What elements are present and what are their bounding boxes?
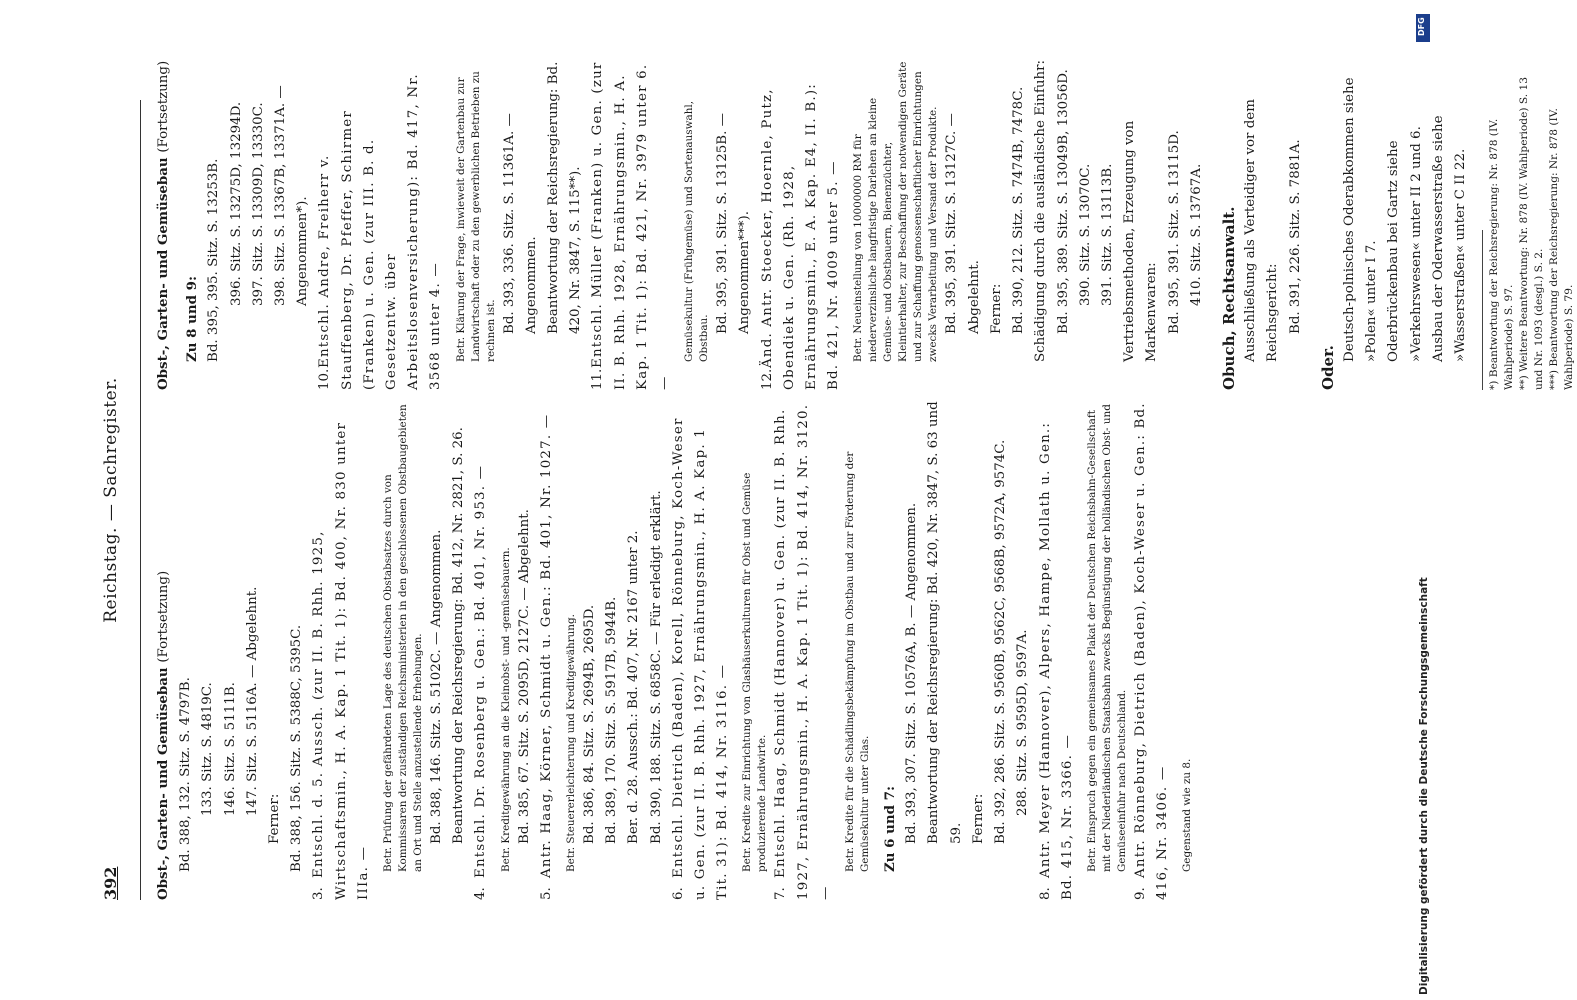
reference-line: 133. Sitz. S. 4819C. xyxy=(200,682,216,816)
entry-number: 10. xyxy=(317,368,333,390)
entry-text: Antr. Meyer (Hannover), Alpers, Hampe, Mollath u. Gen.: Bd. 415, Nr. 3366. — xyxy=(1037,421,1075,900)
reference-line: Beantwortung der Reichsregierung: Bd. 420, Nr. 3847, S. 63 und 59. xyxy=(926,401,964,844)
entry-subject-note: Betr. Steuererleichterung und Kreditgewährung. xyxy=(565,614,578,872)
numbered-entry xyxy=(1035,400,1079,900)
entry-number: 9. xyxy=(1132,887,1148,900)
reference-line: Ausschließung als Verteidiger vor dem Reichsgericht: xyxy=(1243,99,1281,362)
entry-number: 4. xyxy=(473,887,489,900)
reference-line: 146. Sitz. S. 5111B. xyxy=(222,682,238,816)
numbered-entry xyxy=(668,400,735,900)
reference-line: Bd. 393, 336. Sitz. S. 11361A. — Angenommen. xyxy=(501,113,539,334)
numbered-entry xyxy=(314,60,447,390)
reference-line: Bd. 395, 391. Sitz. S. 13125B. — Angenommen***). xyxy=(715,112,753,334)
reference-line: Bd. 388, 146. Sitz. S. 5102C. — Angenommen. xyxy=(429,529,445,844)
entry-subject-note: Betr. Prüfung der gefährdeten Lage des deutschen Obstabsatzes durch von Kommissaren der zuständigen Reichsministerien in den geschlossenen Obstbaugebieten an Ort und Stelle anzustellende Erhebungen. xyxy=(382,404,425,872)
entry-text: Antr. Haag, Körner, Schmidt u. Gen.: Bd. 401, Nr. 1027. — xyxy=(538,413,554,878)
entry-number: 3. xyxy=(311,887,327,900)
reference-line: Vertriebsmethoden, Erzeugung von Markenwaren: xyxy=(1122,120,1160,362)
running-title: Reichstag. — Sachregister. xyxy=(101,377,121,623)
numbered-entry xyxy=(536,400,558,900)
dfg-logo xyxy=(1416,14,1430,42)
entry-text: Entschl. Dietrich (Baden), Korell, Rönneburg, Koch-Weser u. Gen. (zur II. B. Rhh. 1927, Ernährungsmin., H. A. Kap. 1 Tit. 31): Bd. 414, Nr. 3116. — xyxy=(670,417,731,900)
footnote: *) Beantwortung der Reichsregierung: Nr. 878 (IV. Wahlperiode) S. 97. xyxy=(1488,118,1516,390)
heading-continuation: (Fortsetzung) xyxy=(156,60,171,153)
reference-line: 397. Sitz. S. 13309D, 13330C. xyxy=(250,102,266,306)
page-number: 392 xyxy=(101,866,120,900)
entry-subject-note: Betr. Einspruch gegen ein gemeinsames Plakat der Deutschen Reichsbahn-Gesellschaft mit der Niederländischen Staatsbahn zwecks Begünstigung der holländischen Obst- und Gemüseeinfuhr nach Deutschland. xyxy=(1085,404,1128,872)
entry-text: Antr. Rönneburg, Dietrich (Baden), Koch-Weser u. Gen.: Bd. 416, Nr. 3406. — xyxy=(1132,402,1171,900)
reference-line: Ausbau der Oderwasserstraße siehe »Wasserstraßen« unter C II 22. xyxy=(1430,115,1468,362)
left-column xyxy=(152,400,1252,900)
numbered-entry xyxy=(757,60,846,390)
entry-number: 12. xyxy=(759,368,775,390)
numbered-entry xyxy=(308,400,375,900)
numbered-entry xyxy=(770,400,837,900)
header-rule xyxy=(140,100,141,900)
entry-text: Entschl. Andre, Freiherr v. Stauffenberg, Dr. Pfeffer, Schirmer (Franken) u. Gen. (zur III. B. d. Gesetzentw. über Arbeitslosenversicherung): Bd. 417, Nr. 3568 unter 4. — xyxy=(317,73,444,390)
entry-text: Änd. Antr. Stoecker, Hoernle, Putz, Obendiek u. Gen. (Rh. 1928, Ernährungsmin., E. A. Kap. E4, II. B.): Bd. 421, Nr. 4009 unter 5. — xyxy=(759,83,842,390)
reference-line: 147. Sitz. S. 5116A. — Abgelehnt. xyxy=(244,586,260,816)
reference-line: Bd. 395, 391. Sitz. S. 13115D. xyxy=(1166,130,1182,334)
entry-number: 11. xyxy=(590,368,606,390)
group-subheading: Zu 8 und 9: xyxy=(184,276,201,362)
section-heading xyxy=(152,60,175,390)
reference-line: Bd. 388, 132. Sitz. S. 4797B. xyxy=(178,677,194,872)
reference-line: Bd. 392, 286. Sitz. S. 9560B, 9562C, 9568B, 9572A, 9574C. xyxy=(993,439,1009,844)
reference-line: 390. Sitz. S. 13070C. xyxy=(1077,163,1093,306)
reference-line: Ber. d. 28. Aussch.: Bd. 407, Nr. 2167 unter 2. xyxy=(626,530,642,844)
entry-text: Entschl. Dr. Rosenberg u. Gen.: Bd. 401, Nr. 953. — xyxy=(473,464,489,878)
entry-number: 5. xyxy=(538,887,554,900)
heading-title: Obst-, Garten- und Gemüsebau xyxy=(155,157,171,390)
entry-subject-note: Betr. Kredite zur Einrichtung von Glashäuserkulturen für Obst und Gemüse produzierende Landwirte. xyxy=(741,472,769,872)
footnote-rule xyxy=(1482,230,1483,390)
entry-number: 7. xyxy=(773,887,789,900)
reference-line: 396. Sitz. S. 13275D, 13294D. xyxy=(228,101,244,306)
reference-line: Ferner: xyxy=(970,793,986,844)
reference-line: Bd. 385, 67. Sitz. S. 2095D, 2127C. — Abgelehnt. xyxy=(516,509,532,844)
numbered-entry xyxy=(1130,400,1174,900)
entry-text: Entschl. Müller (Franken) u. Gen. (zur II. B. Rhh. 1928, Ernährungsmin., H. A. Kap. 1 Tit. 1): Bd. 421, Nr. 3979 unter 6. — xyxy=(590,61,673,390)
reference-line: Schädigung durch die ausländische Einfuhr: xyxy=(1033,60,1049,362)
page-header xyxy=(100,100,134,900)
reference-line: Bd. 388, 156. Sitz. S. 5388C, 5395C. xyxy=(289,624,305,872)
subject-heading: Oder. xyxy=(1318,345,1337,390)
reference-line: 391. Sitz. S. 13113B. xyxy=(1099,163,1115,306)
reference-line: 288. Sitz. S. 9595D, 9597A. xyxy=(1015,629,1031,816)
numbered-entry xyxy=(587,60,676,390)
entry-subject-note: Betr. Kredite für die Schädlingsbekämpfung im Obstbau und zur Förderung der Gemüsekultur unter Glas. xyxy=(844,451,872,872)
reference-line: Beantwortung der Reichsregierung: Bd. 412, Nr. 2821, S. 26. xyxy=(451,427,467,844)
footnote: **) Weitere Beantwortung: Nr. 878 (IV. Wahlperiode) S. 13 und Nr. 1093 (desgl.) S. 2. xyxy=(1518,77,1546,390)
right-column xyxy=(152,60,1576,390)
heading-title: Obst-, Garten- und Gemüsebau xyxy=(155,667,171,900)
reference-line: Beantwortung der Reichsregierung: Bd. 420, Nr. 3847, S. 115**). xyxy=(546,61,584,334)
group-subheading: Zu 6 und 7: xyxy=(882,786,899,872)
reference-line: Bd. 389, 170. Sitz. S. 5917B, 5944B. xyxy=(604,596,620,844)
reference-line: Bd. 386, 84. Sitz. S. 2694B, 2695D. xyxy=(582,604,598,844)
entry-number: 6. xyxy=(670,887,686,900)
entry-subject-note: Gemüsekultur (Frühgemüse) und Sortenauswahl, Obstbau. xyxy=(683,100,711,362)
reference-line: Bd. 391, 226. Sitz. S. 7881A. xyxy=(1287,139,1303,334)
reference-line: Ferner: xyxy=(267,793,283,844)
reference-line: Bd. 395, 389. Sitz. S. 13049B, 13056D. xyxy=(1055,69,1071,334)
section-heading xyxy=(152,400,175,900)
entry-subject-note: Betr. Klärung der Frage, inwieweit der Gartenbau zur Landwirtschaft oder zu den gewerblichen Betrieben zu rechnen ist. xyxy=(454,71,497,362)
reference-line: Bd. 390, 212. Sitz. S. 7474B, 7478C. xyxy=(1011,86,1027,334)
subject-heading: Obuch, Rechtsanwalt. xyxy=(1219,206,1238,390)
reference-line: 398. Sitz. S. 13367B, 13371A. — Angenommen*). xyxy=(273,85,311,306)
entry-text: Entschl. Haag, Schmidt (Hannover) u. Gen. (zur II. B. Rhh. 1927, Ernährungsmin., H. A. Kap. 1 Tit. 1): Bd. 414, Nr. 3120. — xyxy=(773,403,833,900)
reference-line: 410. Sitz. S. 13767A. xyxy=(1188,163,1204,306)
reference-line: Ferner: xyxy=(988,283,1004,334)
entry-subject-note: Betr. Kreditgewährung an die Kleinobst- und -gemüsebauern. xyxy=(499,547,512,872)
heading-continuation: (Fortsetzung) xyxy=(156,570,171,663)
reference-line: Bd. 390, 188. Sitz. S. 6858C. — Für erledigt erklärt. xyxy=(648,490,664,844)
reference-line: Deutsch-polnisches Oderabkommen siehe »Polen« unter I 7. xyxy=(1341,77,1380,362)
entry-subject-note: Gegenstand wie zu 8. xyxy=(1181,758,1194,872)
entry-text: Entschl. d. 5. Aussch. (zur II. B. Rhh. 1925, Wirtschaftsmin., H. A. Kap. 1 Tit. 1): Bd. 400, Nr. 830 unter IIIa. — xyxy=(311,421,371,900)
reference-line: Bd. 395, 395. Sitz. S. 13253B. xyxy=(206,158,222,362)
entry-subject-note: Betr. Neueinstellung von 10000000 RM für niederverzinsliche langfristige Darlehen an kleine Gemüse- und Obstbauern, Bienenzüchter, Kleintierhalter, zur Beschaffung der notwendigen Geräte und zur Schaffung genossenschaftlicher Einrichtungen zwecks Verarbeitung und Versand der Produkte. xyxy=(852,61,940,362)
numbered-entry xyxy=(470,400,492,900)
reference-line: Oderbrückenbau bei Gartz siehe »Verkehrswesen« unter II 2 und 6. xyxy=(1386,126,1424,362)
reference-line: Bd. 395, 391. Sitz. S. 13127C. — Abgelehnt. xyxy=(944,113,982,334)
dfg-logo-text: DFG xyxy=(1417,17,1426,36)
entry-number: 8. xyxy=(1037,887,1053,900)
reference-line: Bd. 393, 307. Sitz. S. 10576A, B. — Angenommen. xyxy=(904,502,920,844)
margin-note: Digitalisierung gefördert durch die Deutsche Forschungsgemeinschaft xyxy=(1418,577,1430,995)
footnote: ***) Beantwortung der Reichsregierung: Nr. 878 (IV. Wahlperiode) S. 79. xyxy=(1548,108,1576,390)
